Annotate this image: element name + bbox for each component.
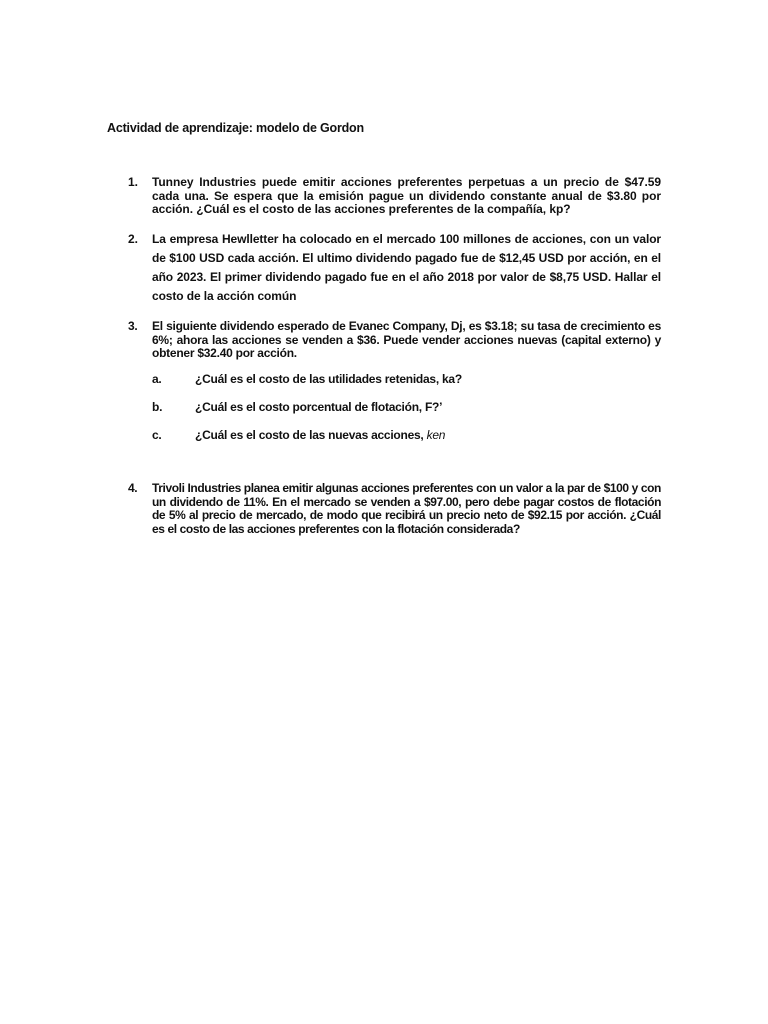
question-2: [128, 230, 661, 306]
sub-question-letter: b.: [152, 400, 163, 414]
question-text: El siguiente dividendo esperado de Evanec Company, Dj, es $3.18; su tasa de crecimiento es 6%; ahora las acciones se venden a $36. Puede vender acciones nuevas (capital externo) y obtener $32.40 por acción.: [152, 319, 661, 360]
sub-question-text-wrapper: [195, 428, 445, 442]
sub-question-b: [152, 400, 442, 414]
sub-question-text: ¿Cuál es el costo de las nuevas acciones,: [195, 428, 424, 442]
question-number: 1.: [128, 175, 138, 189]
question-text: Trivoli Industries planea emitir algunas acciones preferentes con un valor a la par de $100 y con un dividendo de 11%. En el mercado se venden a $97.00, pero debe pagar costos de flotación de 5% al precio de mercado, de modo que recibirá un precio neto de $92.15 por acción. ¿Cuál es el costo de las acciones preferentes con la flotación considerada?: [152, 481, 661, 536]
sub-question-variable: ken: [426, 428, 446, 442]
sub-question-letter: a.: [152, 372, 162, 386]
sub-question-a: [152, 372, 462, 386]
sub-question-text: ¿Cuál es el costo porcentual de flotación, F?’: [195, 400, 443, 414]
question-4: [128, 482, 661, 536]
sub-question-letter: c.: [152, 428, 162, 442]
question-text: Tunney Industries puede emitir acciones preferentes perpetuas a un precio de $47.59 cada una. Se espera que la emisión pague un dividendo constante anual de $3.80 por acción. ¿Cuál es el costo de las acciones preferentes de la compañía, kp?: [152, 175, 661, 216]
question-1: [128, 176, 661, 217]
page-title: Actividad de aprendizaje: modelo de Gordon: [107, 121, 364, 135]
question-3: [128, 320, 661, 361]
sub-question-c: [152, 428, 445, 442]
question-number: 4.: [128, 481, 138, 495]
question-number: 2.: [128, 232, 138, 246]
sub-question-text: ¿Cuál es el costo de las utilidades retenidas, ka?: [195, 372, 462, 386]
question-text: La empresa Hewlletter ha colocado en el mercado 100 millones de acciones, con un valor de $100 USD cada acción. El ultimo dividendo pagado fue de $12,45 USD por acción, en el año 2023. El primer dividendo pagado fue en el año 2018 por valor de $8,75 USD. Hallar el costo de la acción común: [152, 232, 661, 303]
question-number: 3.: [128, 319, 138, 333]
